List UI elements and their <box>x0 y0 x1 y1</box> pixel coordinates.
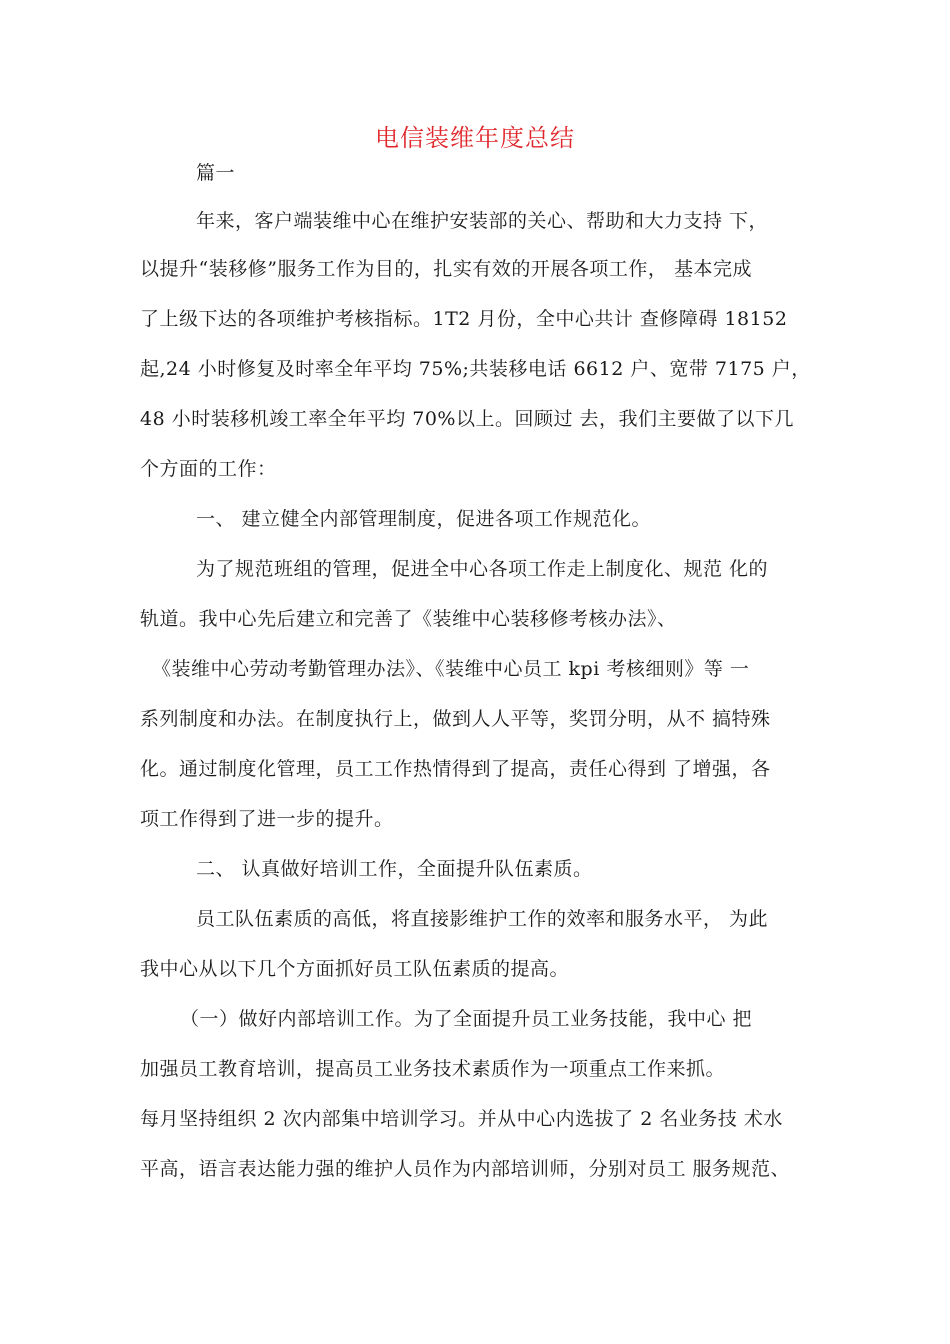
document-title: 电信装维年度总结 <box>375 124 575 152</box>
paragraph-line: 《装维中心劳动考勤管理办法》、《装维中心员工 kpi 考核细则》等 一 <box>152 658 750 680</box>
paragraph-line: 员工队伍素质的高低，将直接影维护工作的效率和服务水平， 为此 <box>196 908 769 930</box>
paragraph-line: 系列制度和办法。在制度执行上，做到人人平等，奖罚分明，从不 搞特殊 <box>140 708 771 730</box>
paragraph-line: 篇一 <box>196 162 236 184</box>
paragraph-line: 48 小时装移机竣工率全年平均 70%以上。回顾过 去，我们主要做了以下几 <box>140 408 795 430</box>
paragraph-line: 每月坚持组织 2 次内部集中培训学习。并从中心内选拔了 2 名业务技 术水 <box>140 1108 783 1130</box>
paragraph-line: 个方面的工作： <box>140 458 277 480</box>
paragraph-line: 为了规范班组的管理，促进全中心各项工作走上制度化、规范 化的 <box>196 558 769 580</box>
paragraph-line: 轨道。我中心先后建立和完善了《装维中心装移修考核办法》、 <box>140 608 677 630</box>
paragraph-line: 年来，客户端装维中心在维护安装部的关心、帮助和大力支持 下， <box>196 210 769 232</box>
paragraph-line: 加强员工教育培训，提高员工业务技术素质作为一项重点工作来抓。 <box>140 1058 726 1080</box>
paragraph-line: 平高，语言表达能力强的维护人员作为内部培训师，分别对员工 服务规范、 <box>140 1158 791 1180</box>
paragraph-line: 项工作得到了进一步的提升。 <box>140 808 394 830</box>
paragraph-line: 一、 建立健全内部管理制度，促进各项工作规范化。 <box>196 508 652 530</box>
paragraph-line: 起,24 小时修复及时率全年平均 75%;共装移电话 6612 户、宽带 7175 户， <box>140 358 811 380</box>
paragraph-line: 以提升“装移修”服务工作为目的，扎实有效的开展各项工作， 基本完成 <box>140 258 752 280</box>
paragraph-line: 了上级下达的各项维护考核指标。1T2 月份，全中心共计 查修障碍 18152 <box>140 308 788 330</box>
paragraph-line: 我中心从以下几个方面抓好员工队伍素质的提高。 <box>140 958 570 980</box>
paragraph-line: 二、 认真做好培训工作，全面提升队伍素质。 <box>196 858 593 880</box>
paragraph-line: （一）做好内部培训工作。为了全面提升员工业务技能，我中心 把 <box>180 1008 753 1030</box>
paragraph-line: 化。通过制度化管理，员工工作热情得到了提高，责任心得到 了增强，各 <box>140 758 771 780</box>
